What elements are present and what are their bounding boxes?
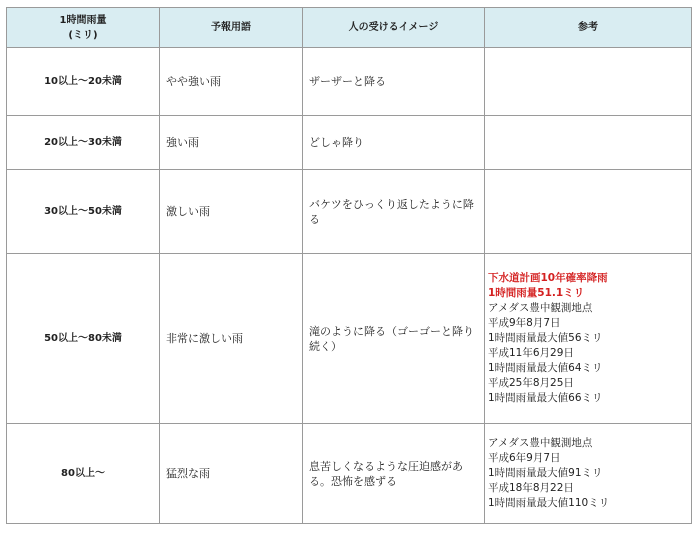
header-reference: 参考 (485, 8, 692, 48)
rainfall-cell: 30以上～50未満 (7, 170, 160, 254)
impression-cell: 滝のように降る（ゴーゴーと降り続く） (303, 254, 485, 424)
rainfall-cell: 20以上～30未満 (7, 116, 160, 170)
forecast-term-cell: 猛烈な雨 (160, 424, 303, 524)
forecast-term-cell: やや強い雨 (160, 48, 303, 116)
reference-highlight-line: 1時間雨量51.1ミリ (488, 287, 585, 299)
impression-cell: 息苦しくなるような圧迫感がある。恐怖を感ずる (303, 424, 485, 524)
header-rainfall-label: 1時間雨量 (59, 14, 107, 26)
rainfall-cell: 10以上～20未満 (7, 48, 160, 116)
table-row (7, 48, 692, 116)
header-impression: 人の受けるイメージ (303, 8, 485, 48)
reference-line: 1時間雨量最大値64ミリ (488, 362, 603, 374)
reference-line: 1時間雨量最大値91ミリ (488, 467, 603, 479)
reference-line: 平成18年8月22日 (488, 482, 574, 494)
reference-line: 1時間雨量最大値110ミリ (488, 497, 610, 509)
forecast-term-cell: 非常に激しい雨 (160, 254, 303, 424)
reference-line: 1時間雨量最大値66ミリ (488, 392, 603, 404)
reference-cell (485, 116, 692, 170)
reference-cell (485, 170, 692, 254)
table-row (7, 424, 692, 524)
rainfall-cell: 50以上～80未満 (7, 254, 160, 424)
reference-cell (485, 48, 692, 116)
reference-cell (485, 254, 692, 424)
reference-line: アメダス豊中観測地点 (488, 437, 593, 449)
header-rainfall-unit: (ミリ) (68, 29, 98, 41)
table-row (7, 116, 692, 170)
rainfall-cell: 80以上～ (7, 424, 160, 524)
impression-cell: どしゃ降り (303, 116, 485, 170)
rainfall-table (6, 7, 692, 524)
forecast-term-cell: 強い雨 (160, 116, 303, 170)
reference-highlight-line: 下水道計画10年確率降雨 (488, 272, 608, 284)
reference-line: 1時間雨量最大値56ミリ (488, 332, 603, 344)
table-row (7, 170, 692, 254)
impression-cell: バケツをひっくり返したように降る (303, 170, 485, 254)
reference-line: 平成9年8月7日 (488, 317, 561, 329)
table-header-row (7, 8, 692, 48)
impression-cell: ザーザーと降る (303, 48, 485, 116)
header-forecast-term: 予報用語 (160, 8, 303, 48)
reference-cell (485, 424, 692, 524)
reference-line: 平成25年8月25日 (488, 377, 574, 389)
table-row (7, 254, 692, 424)
reference-line: アメダス豊中観測地点 (488, 302, 593, 314)
forecast-term-cell: 激しい雨 (160, 170, 303, 254)
header-rainfall (7, 8, 160, 48)
reference-line: 平成6年9月7日 (488, 452, 561, 464)
reference-line: 平成11年6月29日 (488, 347, 574, 359)
